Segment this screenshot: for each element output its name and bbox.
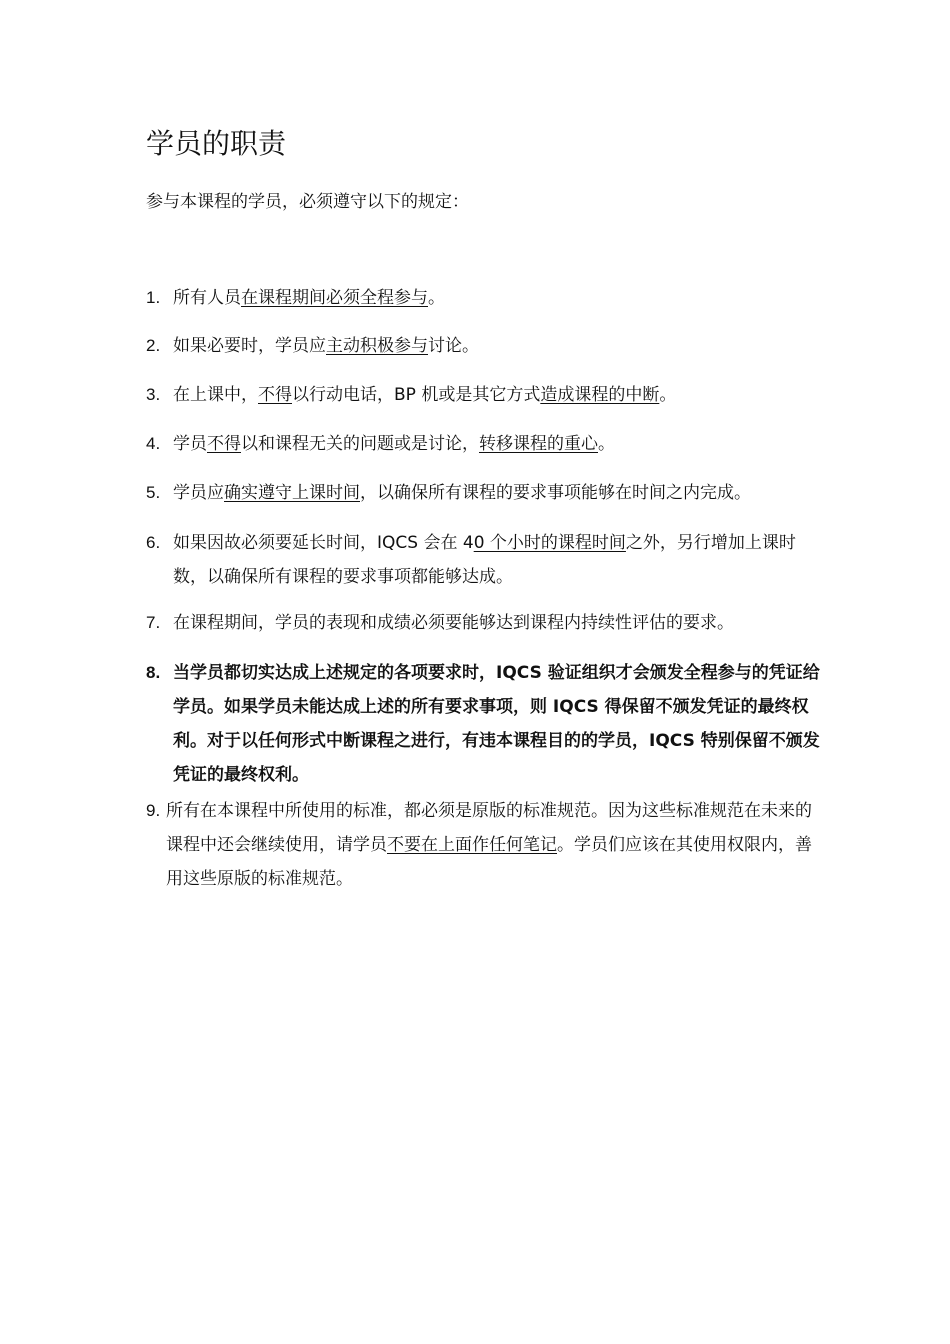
rule-text-segment: 当学员都切实达成上述规定的各项要求时，IQCS 验证组织才会颁发全程参与的凭证给学员。如果学员未能达成上述的所有要求事项，则 IQCS 得保留不颁发凭证的最终权利。对于以任何形式中断课程之进行，有违本课程目的的学员，IQCS 特别保留不颁发凭证的最终权利。 bbox=[173, 663, 820, 785]
rule-item-3 bbox=[146, 378, 826, 412]
rule-text bbox=[173, 656, 826, 792]
rule-text-segment: 。 bbox=[659, 385, 677, 405]
rule-text bbox=[173, 281, 826, 315]
rule-text bbox=[173, 329, 826, 363]
rule-text-segment: 在上课中， bbox=[173, 385, 258, 405]
rule-number: 5. bbox=[146, 483, 161, 502]
intro-paragraph: 参与本课程的学员，必须遵守以下的规定： bbox=[146, 192, 469, 212]
document-title: 学员的职责 bbox=[146, 127, 287, 160]
rule-number: 2. bbox=[146, 336, 161, 355]
underlined-phrase: 造成课程的中断 bbox=[540, 385, 660, 405]
rule-text-segment: 讨论。 bbox=[428, 336, 479, 356]
rule-item-2 bbox=[146, 329, 826, 363]
rule-text-segment: 。学员们应该在其使用权限内，善用这些原版的标准规范。 bbox=[166, 835, 812, 889]
rule-text bbox=[166, 794, 826, 896]
underlined-phrase: 0 个小时的课程时间 bbox=[473, 533, 626, 553]
rule-number: 7. bbox=[146, 613, 161, 632]
rule-text-segment: 如果因故必须要延长时间，IQCS 会在 4 bbox=[173, 533, 474, 553]
rule-number: 1. bbox=[146, 288, 161, 307]
rule-text-segment: 学员 bbox=[173, 434, 207, 454]
rule-number: 4. bbox=[146, 434, 161, 453]
rule-text-segment: 。 bbox=[428, 288, 445, 308]
underlined-phrase: 不得 bbox=[258, 385, 292, 405]
underlined-phrase: 不要在上面作任何笔记 bbox=[387, 835, 557, 855]
underlined-phrase: 主动积极参与 bbox=[326, 336, 428, 356]
rule-text bbox=[173, 378, 826, 412]
rule-item-9 bbox=[146, 794, 826, 896]
rule-item-4 bbox=[146, 427, 826, 461]
rule-text bbox=[173, 526, 826, 594]
rule-number: 8. bbox=[146, 663, 161, 682]
underlined-phrase: 在课程期间必须全程参与 bbox=[241, 288, 428, 308]
rule-text-segment: 以行动电话，BP 机或是其它方式 bbox=[292, 385, 541, 405]
rule-text-segment: 所有人员 bbox=[173, 288, 241, 308]
rule-text-segment: 所有在本课程中所使用的标准，都必须是原版的标准规范。因为这些标准规范在未来的课程中还会继续使用，请学员 bbox=[166, 801, 812, 855]
rule-item-6 bbox=[146, 526, 826, 594]
rule-text-segment: 之外，另行增加上课时数，以确保所有课程的要求事项都能够达成。 bbox=[173, 533, 796, 587]
rule-text bbox=[173, 606, 826, 640]
rule-number: 9. bbox=[146, 801, 161, 820]
rule-text-segment: 学员应 bbox=[173, 483, 224, 503]
rule-text bbox=[173, 476, 846, 510]
rule-text-segment: 以和课程无关的问题或是讨论， bbox=[241, 434, 479, 454]
rule-item-5 bbox=[146, 476, 846, 510]
rule-text-segment: ，以确保所有课程的要求事项能够在时间之内完成。 bbox=[360, 483, 751, 503]
rule-item-7 bbox=[146, 606, 826, 640]
rule-text-segment: 。 bbox=[598, 434, 615, 454]
rule-text bbox=[173, 427, 826, 461]
rule-item-1 bbox=[146, 281, 826, 315]
rule-text-segment: 在课程期间，学员的表现和成绩必须要能够达到课程内持续性评估的要求。 bbox=[173, 613, 734, 633]
underlined-phrase: 确实遵守上课时间 bbox=[224, 483, 360, 503]
rule-number: 6. bbox=[146, 533, 161, 552]
underlined-phrase: 转移课程的重心 bbox=[479, 434, 598, 454]
rule-text-segment: 如果必要时，学员应 bbox=[173, 336, 326, 356]
underlined-phrase: 不得 bbox=[207, 434, 241, 454]
rule-number: 3. bbox=[146, 385, 161, 404]
rule-item-8 bbox=[146, 656, 826, 792]
